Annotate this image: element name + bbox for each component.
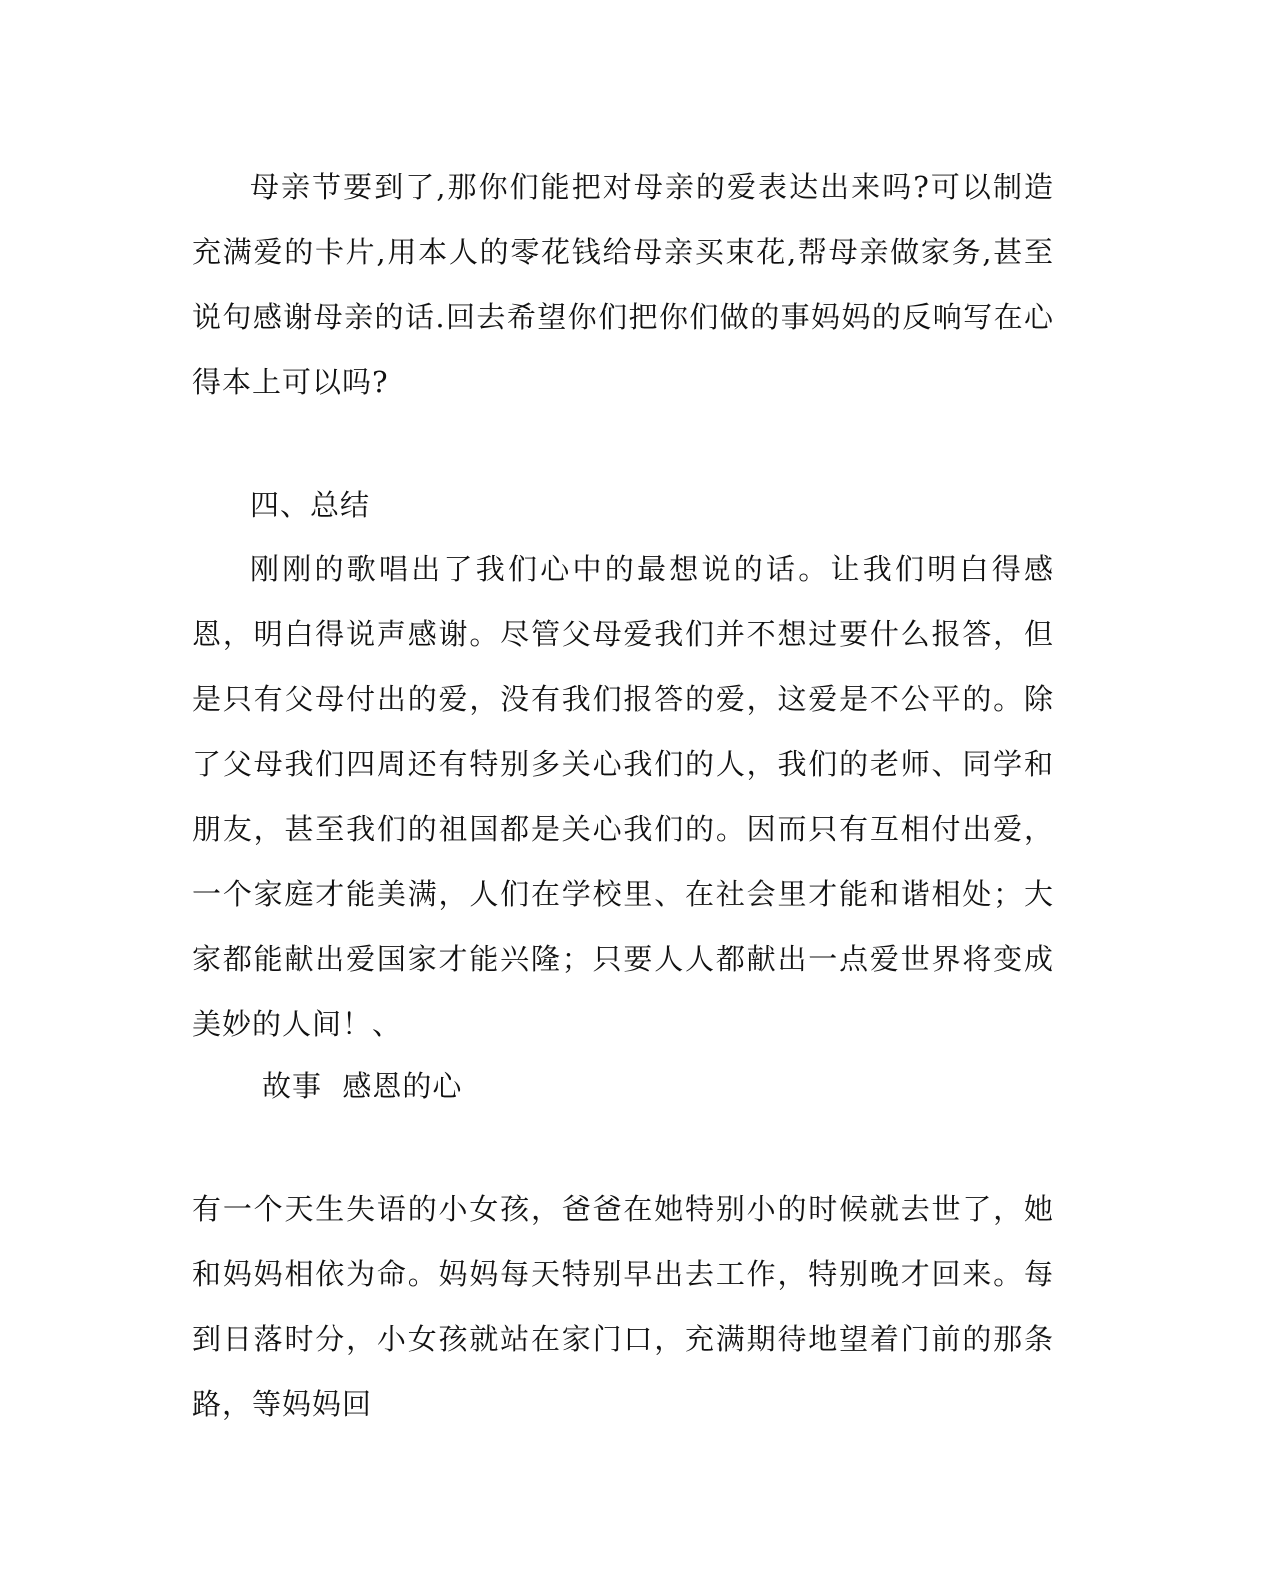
story-title: 故事 感恩的心 bbox=[262, 1069, 463, 1103]
paragraph-mothers-day: 母亲节要到了,那你们能把对母亲的爱表达出来吗?可以制造充满爱的卡片,用本人的零花钱给母亲买束花,帮母亲做家务,甚至说句感谢母亲的话.回去希望你们把你们做的事妈妈的反响写在心得本上可以吗? bbox=[192, 170, 1054, 399]
paragraph-summary: 刚刚的歌唱出了我们心中的最想说的话。让我们明白得感恩，明白得说声感谢。尽管父母爱我们并不想过要什么报答，但是只有父母付出的爱，没有我们报答的爱，这爱是不公平的。除了父母我们四周还有特别多关心我们的人，我们的老师、同学和朋友，甚至我们的祖国都是关心我们的。因而只有互相付出爱，一个家庭才能美满，人们在学校里、在社会里才能和谐相处；大家都能献出爱国家才能兴隆；只要人人都献出一点爱世界将变成美妙的人间！、 bbox=[192, 552, 1054, 1041]
paragraph-story: 有一个天生失语的小女孩，爸爸在她特别小的时候就去世了，她和妈妈相依为命。妈妈每天特别早出去工作，特别晚才回来。每到日落时分，小女孩就站在家门口，充满期待地望着门前的那条路，等妈妈回 bbox=[192, 1192, 1054, 1421]
section-heading-summary: 四、总结 bbox=[250, 488, 371, 522]
